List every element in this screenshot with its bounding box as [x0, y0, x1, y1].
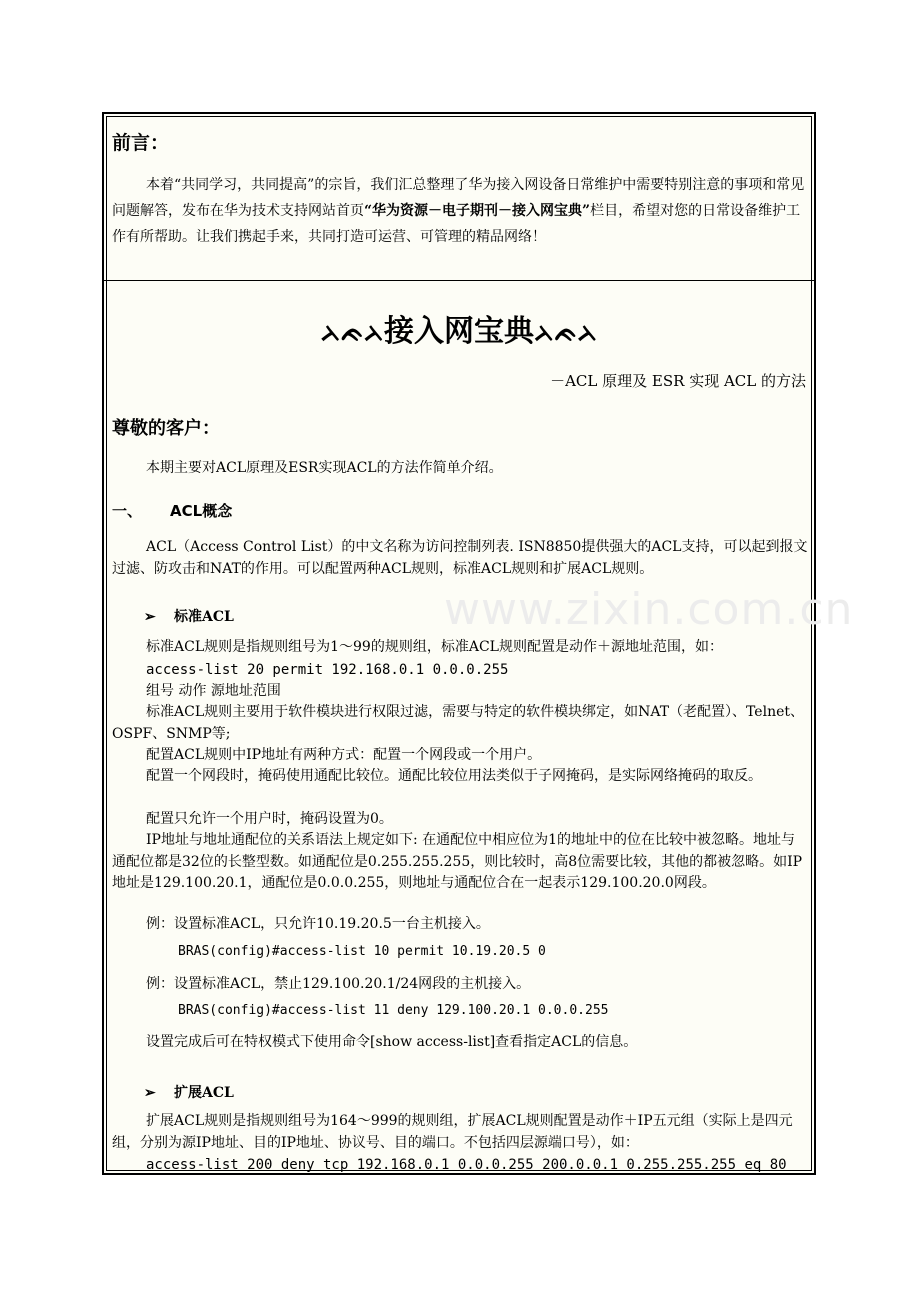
- extended-acl-title: 扩展ACL: [174, 1085, 234, 1101]
- greeting: 尊敬的客户：: [112, 418, 220, 439]
- intro-text: 本期主要对ACL原理及ESR实现ACL的方法作简单介绍。: [146, 460, 503, 476]
- example1-command: BRAS(config)#access-list 10 permit 10.19.20.5 0: [178, 944, 546, 959]
- standard-p6: IP地址与地址通配位的关系语法上规定如下: 在通配位中相应位为1的地址中的位在比较中被忽略。地址与通配位都是32位的长整型数。如通配位是0.255.255.255，则比较时，高8位需要比较，其他的都被忽略。如IP地址是129.100.20.1，通配位是0.0.0.255，则地址与通配位合在一起表示129.100.20.0网段。: [112, 832, 803, 891]
- title-ornament-right: ᨂᨃᨂ: [534, 315, 598, 348]
- preface-section: [104, 114, 814, 281]
- arrow-bullet-icon: ➢: [144, 609, 156, 625]
- standard-example: access-list 20 permit 192.168.0.1 0.0.0.255: [146, 662, 509, 678]
- preface-body: [112, 172, 808, 250]
- standard-p5: 配置只允许一个用户时，掩码设置为0。: [146, 811, 393, 827]
- extended-p1: 扩展ACL规则是指规则组号为164～999的规则组，扩展ACL规则配置是动作＋IP五元组（实际上是四元组，分别为源IP地址、目的IP地址、协议号、目的端口。不包括四层源端口号），如：: [112, 1113, 793, 1151]
- extended-example: access-list 200 deny tcp 192.168.0.1 0.0.0.255 200.0.0.1 0.255.255.255 eq 80: [146, 1157, 787, 1173]
- title-text: 接入网宝典: [384, 314, 534, 349]
- standard-legend: 组号 动作 源地址范围: [146, 683, 281, 699]
- standard-p1: 标准ACL规则是指规则组号为1～99的规则组，标准ACL规则配置是动作＋源地址范围，如：: [146, 639, 723, 655]
- title-ornament-left: ᨂᨃᨂ: [320, 315, 384, 348]
- standard-p2: 标准ACL规则主要用于软件模块进行权限过滤，需要与特定的软件模块绑定，如NAT（老配置）、Telnet、OSPF、SNMP等;: [112, 704, 804, 742]
- section1-para: ACL（Access Control List）的中文名称为访问控制列表. ISN8850提供强大的ACL支持，可以起到报文过滤、防攻击和NAT的作用。可以配置两种ACL规则，标准ACL规则和扩展ACL规则。: [112, 539, 808, 577]
- subtitle: －ACL 原理及 ESR 实现 ACL 的方法: [550, 372, 806, 390]
- main-title: [104, 306, 814, 350]
- standard-acl-bullet: [144, 606, 234, 626]
- example2-command: BRAS(config)#access-list 11 deny 129.100.20.1 0.0.0.255: [178, 1003, 609, 1018]
- standard-acl-title: 标准ACL: [174, 609, 234, 625]
- example2-label: 例：设置标准ACL，禁止129.100.20.1/24网段的主机接入。: [146, 976, 531, 992]
- preface-body-text: 本着“共同学习，共同提高”的宗旨，我们汇总整理了华为接入网设备日常维护中需要特别注意的事项和常见问题解答，发布在华为技术支持网站首页: [112, 177, 805, 219]
- preface-body-text-2: 栏目，希望对您的日常设备维护工作有所帮助。让我们携起手来，共同打造可运营、可管理的精品网络！: [112, 203, 801, 245]
- arrow-bullet-icon: ➢: [144, 1085, 156, 1101]
- extended-acl-bullet: [144, 1082, 234, 1102]
- example1-label: 例：设置标准ACL，只允许10.19.20.5一台主机接入。: [146, 916, 490, 932]
- section1-number: 一、: [112, 502, 143, 520]
- section1-heading: [112, 500, 232, 521]
- preface-highlight: “华为资源－电子期刊－接入网宝典”: [364, 203, 591, 219]
- standard-p4: 配置一个网段时，掩码使用通配比较位。通配比较位用法类似于子网掩码，是实际网络掩码的取反。: [146, 768, 762, 784]
- preface-heading: 前言：: [112, 132, 170, 154]
- section1-title: ACL概念: [170, 502, 233, 520]
- standard-p7: 设置完成后可在特权模式下使用命令[show access-list]查看指定ACL的信息。: [146, 1034, 638, 1050]
- watermark: www.zixin.com.cn: [444, 584, 854, 635]
- document-frame: [102, 112, 854, 1175]
- standard-p3: 配置ACL规则中IP地址有两种方式：配置一个网段或一个用户。: [146, 747, 542, 763]
